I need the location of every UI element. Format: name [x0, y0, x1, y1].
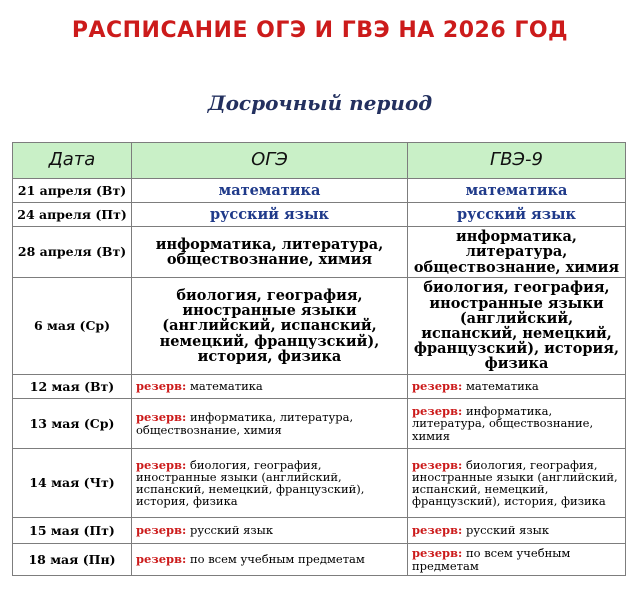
date-cell: 28 апреля (Вт)	[13, 227, 132, 278]
reserve-subjects: русский язык	[462, 523, 550, 538]
reserve-label: резерв:	[136, 552, 187, 567]
oge-reserve-cell	[132, 449, 408, 518]
table-row	[13, 399, 626, 449]
table-row	[13, 518, 626, 544]
reserve-label: резерв:	[412, 546, 463, 561]
date-cell: 12 мая (Вт)	[13, 375, 132, 399]
reserve-subjects: биология, география, иностранные языки (английский, испанский, немецкий, французский), история, физика	[412, 457, 618, 509]
reserve-subjects: по всем учебным предметам	[186, 552, 365, 567]
oge-cell: информатика, литература, обществознание, химия	[132, 227, 408, 278]
reserve-label: резерв:	[412, 379, 463, 394]
reserve-subjects: информатика, литература, обществознание, химия	[136, 410, 354, 437]
oge-reserve-cell	[132, 518, 408, 544]
gve-cell: математика	[408, 179, 626, 203]
date-cell: 14 мая (Чт)	[13, 449, 132, 518]
gve-reserve-cell	[408, 375, 626, 399]
table-row	[13, 179, 626, 203]
reserve-label: резерв:	[412, 457, 463, 472]
period-subtitle: Досрочный период	[207, 91, 433, 115]
table-row	[13, 203, 626, 227]
reserve-label: резерв:	[136, 523, 187, 538]
table-header-row	[13, 143, 626, 179]
date-cell: 18 мая (Пн)	[13, 544, 132, 576]
reserve-label: резерв:	[412, 523, 463, 538]
date-cell: 6 мая (Ср)	[13, 278, 132, 375]
reserve-label: резерв:	[136, 410, 187, 425]
oge-cell: русский язык	[132, 203, 408, 227]
column-header-gve: ГВЭ-9	[408, 143, 626, 179]
oge-cell: биология, география, иностранные языки (английский, испанский, немецкий, французский), история, физика	[132, 278, 408, 375]
oge-cell: математика	[132, 179, 408, 203]
page-title: РАСПИСАНИЕ ОГЭ И ГВЭ НА 2026 ГОД	[71, 18, 569, 43]
gve-reserve-cell	[408, 544, 626, 576]
date-cell: 15 мая (Пт)	[13, 518, 132, 544]
reserve-subjects: русский язык	[186, 523, 274, 538]
reserve-subjects: математика	[462, 379, 539, 394]
oge-reserve-cell	[132, 375, 408, 399]
reserve-label: резерв:	[136, 379, 187, 394]
gve-cell: информатика, литература, обществознание, химия	[408, 227, 626, 278]
reserve-label: резерв:	[412, 404, 463, 419]
column-header-oge: ОГЭ	[132, 143, 408, 179]
table-row	[13, 449, 626, 518]
date-cell: 13 мая (Ср)	[13, 399, 132, 449]
table-row	[13, 278, 626, 375]
gve-cell: русский язык	[408, 203, 626, 227]
reserve-subjects: информатика, литература, обществознание, химия	[412, 404, 594, 443]
date-cell: 21 апреля (Вт)	[13, 179, 132, 203]
oge-reserve-cell	[132, 399, 408, 449]
gve-cell: биология, география, иностранные языки (английский, испанский, немецкий, французский), история, физика	[408, 278, 626, 375]
table-row	[13, 227, 626, 278]
gve-reserve-cell	[408, 399, 626, 449]
oge-reserve-cell	[132, 544, 408, 576]
reserve-subjects: математика	[186, 379, 263, 394]
gve-reserve-cell	[408, 518, 626, 544]
date-cell: 24 апреля (Пт)	[13, 203, 132, 227]
gve-reserve-cell	[408, 449, 626, 518]
reserve-subjects: биология, география, иностранные языки (английский, испанский, немецкий, французский), история, физика	[136, 457, 365, 509]
reserve-subjects: по всем учебным предметам	[412, 546, 571, 573]
schedule-table	[12, 142, 626, 576]
reserve-label: резерв:	[136, 457, 187, 472]
table-row	[13, 544, 626, 576]
column-header-date: Дата	[13, 143, 132, 179]
table-row	[13, 375, 626, 399]
